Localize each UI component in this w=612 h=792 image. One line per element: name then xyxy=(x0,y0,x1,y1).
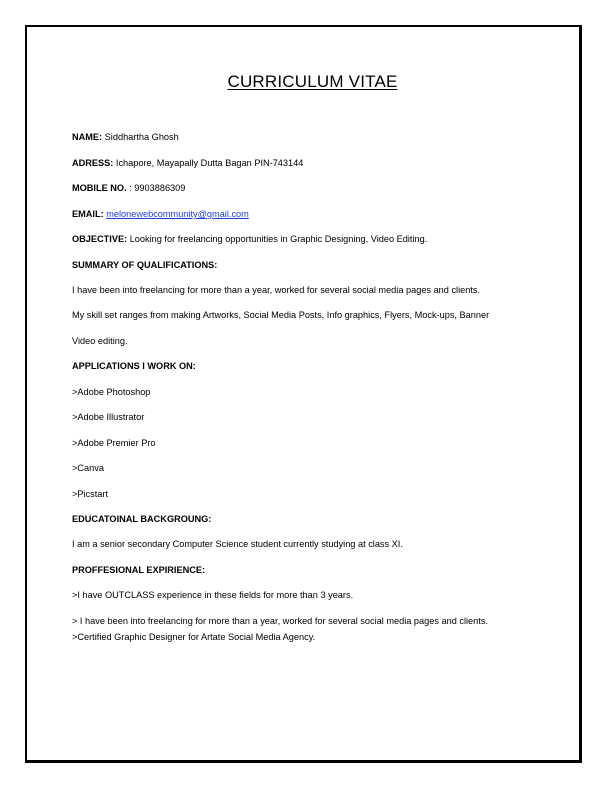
experience-line: >I have OUTCLASS experience in these fields for more than 3 years. xyxy=(72,590,354,600)
application-item: >Adobe Illustrator xyxy=(72,412,145,422)
summary-line: My skill set ranges from making Artworks, Social Media Posts, Info graphics, Flyers, Mock-ups, Banner xyxy=(72,310,490,320)
summary-line: Video editing. xyxy=(72,336,128,346)
applications-heading: APPLICATIONS I WORK ON: xyxy=(72,361,196,371)
summary-line: I have been into freelancing for more than a year, worked for several social media pages and clients. xyxy=(72,285,481,295)
email-link[interactable]: melonewebcommunity@gmail.com xyxy=(106,209,249,219)
experience-line: >Certified Graphic Designer for Artate Social Media Agency. xyxy=(72,632,316,642)
objective-line xyxy=(72,234,427,245)
mobile-label: MOBILE NO. xyxy=(72,183,127,193)
objective-value: Looking for freelancing opportunities in Graphic Designing, Video Editing. xyxy=(127,234,428,244)
name-label: NAME: xyxy=(72,132,103,142)
name-line xyxy=(72,132,179,143)
cv-title: CURRICULUM VITAE xyxy=(227,72,398,91)
address-label: ADRESS: xyxy=(72,158,114,168)
email-label: EMAIL: xyxy=(72,209,104,219)
application-item: >Adobe Premier Pro xyxy=(72,438,156,448)
education-heading: EDUCATOINAL BACKGROUNG: xyxy=(72,514,212,524)
mobile-line xyxy=(72,183,185,194)
experience-line: > I have been into freelancing for more than a year, worked for several social media pages and clients. xyxy=(72,616,488,626)
application-item: >Canva xyxy=(72,463,104,473)
summary-heading: SUMMARY OF QUALIFICATIONS: xyxy=(72,260,218,270)
address-line xyxy=(72,158,303,169)
email-line xyxy=(72,209,249,220)
mobile-value: : 9903886309 xyxy=(126,183,186,193)
application-item: >Adobe Photoshop xyxy=(72,387,151,397)
name-value: Siddhartha Ghosh xyxy=(102,132,179,142)
education-text: I am a senior secondary Computer Science student currently studying at class XI. xyxy=(72,539,403,549)
application-item: >Picstart xyxy=(72,489,108,499)
address-value: Ichapore, Mayapally Dutta Bagan PIN-743144 xyxy=(113,158,304,168)
experience-heading: PROFFESIONAL EXPIRIENCE: xyxy=(72,565,206,575)
objective-label: OBJECTIVE: xyxy=(72,234,128,244)
